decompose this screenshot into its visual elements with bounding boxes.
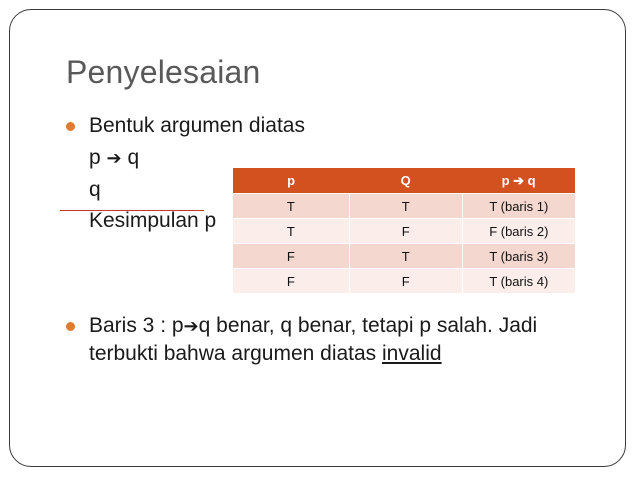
arrow-icon: ➔: [106, 148, 122, 168]
premise-implication: [89, 146, 139, 170]
table-cell: F (baris 2): [462, 219, 575, 244]
truth-table-header: [233, 168, 575, 194]
bullet-argument-text: Bentuk argumen diatas: [89, 114, 305, 137]
conclusion-part2: q benar, q benar, tetapi p salah. Jadi terbukti bahwa argumen diatas: [89, 314, 538, 365]
slide-title: Penyelesaian: [66, 54, 261, 90]
header-implication: p ➔ q: [462, 168, 575, 194]
table-cell: F: [349, 219, 462, 244]
table-cell: T (baris 3): [462, 244, 575, 269]
table-cell: T: [233, 219, 349, 244]
premise-p: p: [89, 146, 101, 169]
header-q: Q: [349, 168, 462, 194]
premise-q-line: q: [89, 178, 101, 201]
arrow-icon: ➔: [183, 316, 199, 336]
table-cell: F: [349, 269, 462, 294]
table-row: [233, 219, 575, 244]
premise-q: q: [127, 146, 140, 169]
table-row: [233, 244, 575, 269]
bullet-icon: [66, 322, 75, 331]
table-cell: T: [349, 194, 462, 219]
truth-table: [233, 168, 575, 293]
table-cell: F: [233, 269, 349, 294]
conclusion-part1: Baris 3 : p: [89, 314, 184, 337]
table-row: [233, 269, 575, 294]
bullet-argument-form: [66, 111, 305, 141]
bullet-icon: [66, 122, 75, 131]
table-cell: T: [349, 244, 462, 269]
conclusion-line: Kesimpulan p: [89, 209, 217, 232]
invalid-word: invalid: [382, 342, 442, 365]
table-row: [233, 194, 575, 219]
conclusion-paragraph: [89, 312, 606, 368]
table-cell: F: [233, 244, 349, 269]
bullet-conclusion: [66, 312, 606, 368]
table-cell: T (baris 1): [462, 194, 575, 219]
table-cell: T (baris 4): [462, 269, 575, 294]
table-cell: T: [233, 194, 349, 219]
header-p: p: [233, 168, 349, 194]
